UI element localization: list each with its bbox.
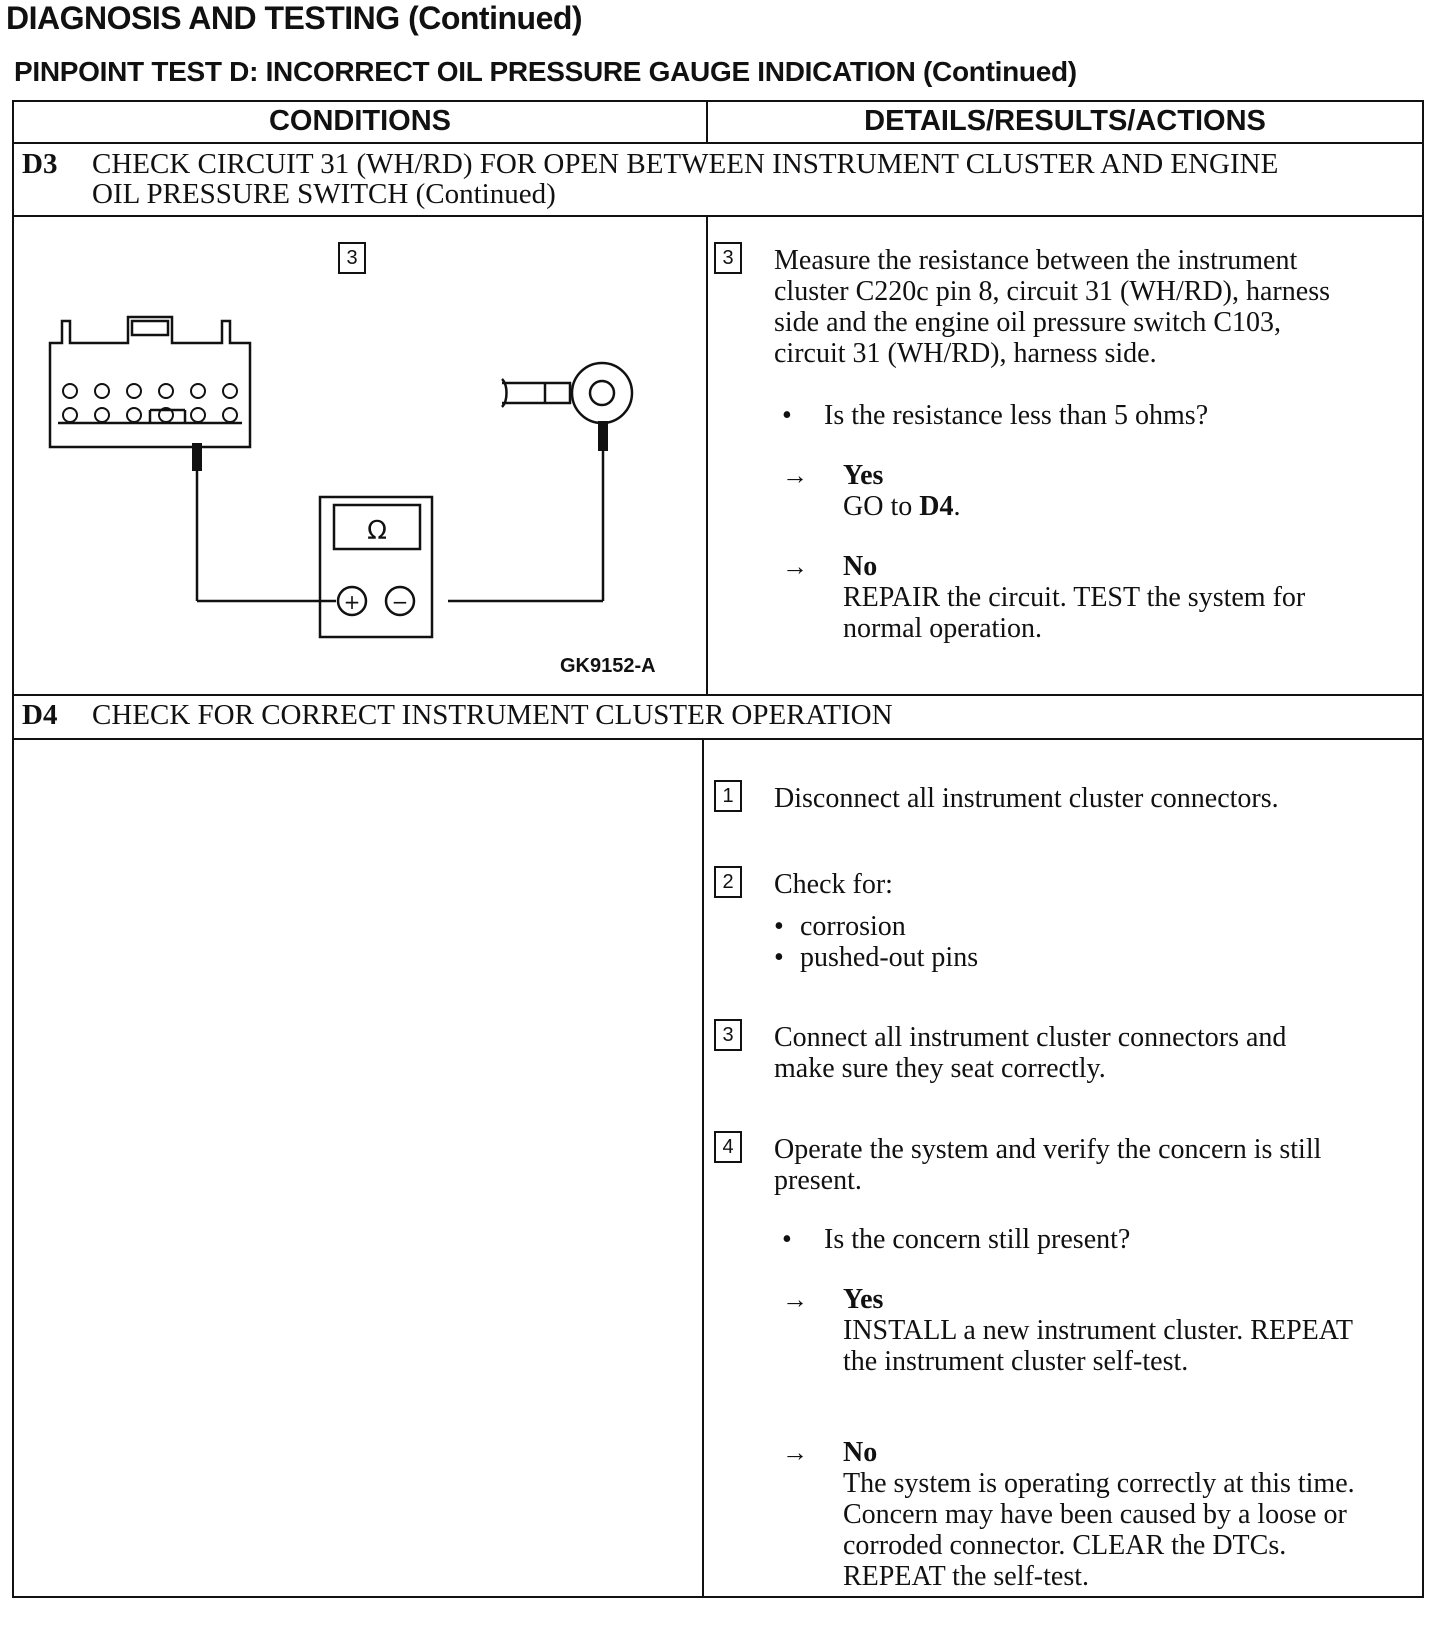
d3-step-line: side and the engine oil pressure switch C103, bbox=[774, 307, 1282, 338]
column-header-conditions: CONDITIONS bbox=[268, 105, 452, 137]
bullet-icon: • bbox=[782, 400, 792, 431]
d4-no-block bbox=[843, 1437, 1355, 1592]
column-divider-d3 bbox=[706, 215, 708, 694]
ohmmeter-diagram bbox=[40, 315, 680, 645]
d4-step3-box: 3 bbox=[714, 1019, 742, 1051]
d3-step-line: cluster C220c pin 8, circuit 31 (WH/RD), harness bbox=[774, 276, 1330, 307]
d3-code: D3 bbox=[22, 148, 58, 180]
d3-no-block bbox=[843, 551, 1305, 644]
column-header-details: DETAILS/RESULTS/ACTIONS bbox=[864, 105, 1266, 137]
d4-step1-text: Disconnect all instrument cluster connectors. bbox=[774, 783, 1279, 814]
d3-yes-prefix: GO to bbox=[843, 491, 920, 522]
d4-no-line: Concern may have been caused by a loose or bbox=[843, 1499, 1347, 1530]
d4-no-label: No bbox=[843, 1437, 878, 1468]
d3-yes-suffix: . bbox=[953, 491, 961, 522]
d4-step2-box: 2 bbox=[714, 866, 742, 898]
d3-yes-block bbox=[843, 460, 960, 522]
d4-code: D4 bbox=[22, 699, 58, 731]
bullet-icon: • bbox=[774, 911, 784, 942]
bullet-icon: • bbox=[774, 942, 784, 973]
d3-title-line2: OIL PRESSURE SWITCH (Continued) bbox=[92, 178, 556, 210]
d4-step3-line: Connect all instrument cluster connectors and bbox=[774, 1022, 1287, 1053]
d4-step3-text bbox=[774, 1022, 1286, 1084]
d4-question: Is the concern still present? bbox=[824, 1224, 1131, 1255]
arrow-right-icon: → bbox=[782, 1284, 808, 1314]
d4-title: CHECK FOR CORRECT INSTRUMENT CLUSTER OPERATION bbox=[92, 699, 893, 731]
d4-title-divider bbox=[12, 738, 1424, 740]
d3-yes-label: Yes bbox=[843, 460, 884, 491]
d4-no-line: The system is operating correctly at this time. bbox=[843, 1468, 1355, 1499]
d4-yes-line: INSTALL a new instrument cluster. REPEAT bbox=[843, 1315, 1353, 1346]
d4-check-item: pushed-out pins bbox=[800, 942, 979, 973]
d4-step2-text: Check for: bbox=[774, 869, 893, 900]
d3-no-line: REPAIR the circuit. TEST the system for bbox=[843, 582, 1306, 613]
d3-yes-action bbox=[843, 491, 960, 522]
d4-step4-text bbox=[774, 1134, 1321, 1196]
d3-no-label: No bbox=[843, 551, 878, 582]
d3-title-divider bbox=[12, 215, 1424, 217]
d3-yes-target: D4 bbox=[919, 491, 954, 522]
d4-step4-line: Operate the system and verify the concern is still bbox=[774, 1134, 1322, 1165]
d3-step-text bbox=[774, 245, 1414, 369]
plus-terminal: + bbox=[343, 590, 361, 614]
d4-header-top bbox=[12, 694, 1424, 696]
ohm-symbol: Ω bbox=[367, 516, 387, 546]
d4-step4-box: 4 bbox=[714, 1131, 742, 1163]
arrow-right-icon: → bbox=[782, 460, 808, 490]
d3-no-line: normal operation. bbox=[843, 613, 1043, 644]
d4-yes-line: the instrument cluster self-test. bbox=[843, 1346, 1189, 1377]
d3-title-line1: CHECK CIRCUIT 31 (WH/RD) FOR OPEN BETWEEN INSTRUMENT CLUSTER AND ENGINE bbox=[92, 148, 1279, 180]
d4-no-line: corroded connector. CLEAR the DTCs. bbox=[843, 1530, 1287, 1561]
d4-yes-label: Yes bbox=[843, 1284, 884, 1315]
d3-question: Is the resistance less than 5 ohms? bbox=[824, 400, 1209, 431]
page-title: DIAGNOSIS AND TESTING (Continued) bbox=[6, 0, 583, 36]
probe-right bbox=[598, 421, 608, 451]
minus-terminal: − bbox=[391, 590, 409, 614]
column-divider-d4 bbox=[702, 738, 704, 1598]
d4-step1-box: 1 bbox=[714, 780, 742, 812]
figure-caption: GK9152-A bbox=[560, 655, 656, 677]
oil-pressure-switch bbox=[502, 363, 632, 423]
instrument-cluster-connector bbox=[50, 317, 250, 447]
d3-step-line: Measure the resistance between the instrument bbox=[774, 245, 1298, 276]
d4-heading bbox=[22, 700, 1412, 734]
d3-step-box: 3 bbox=[714, 242, 742, 274]
probe-left bbox=[192, 443, 202, 471]
d4-step3-line: make sure they seat correctly. bbox=[774, 1053, 1106, 1084]
d4-step4-line: present. bbox=[774, 1165, 862, 1196]
arrow-right-icon: → bbox=[782, 551, 808, 581]
figure-step-box: 3 bbox=[338, 242, 366, 274]
test-title: PINPOINT TEST D: INCORRECT OIL PRESSURE GAUGE INDICATION (Continued) bbox=[14, 56, 1077, 87]
d4-no-line: REPEAT the self-test. bbox=[843, 1561, 1090, 1592]
d4-check-item: corrosion bbox=[800, 911, 906, 942]
d3-step-line: circuit 31 (WH/RD), harness side. bbox=[774, 338, 1157, 369]
bullet-icon: • bbox=[782, 1224, 792, 1255]
arrow-right-icon: → bbox=[782, 1437, 808, 1467]
d4-yes-block bbox=[843, 1284, 1353, 1377]
d3-heading bbox=[22, 149, 1412, 211]
